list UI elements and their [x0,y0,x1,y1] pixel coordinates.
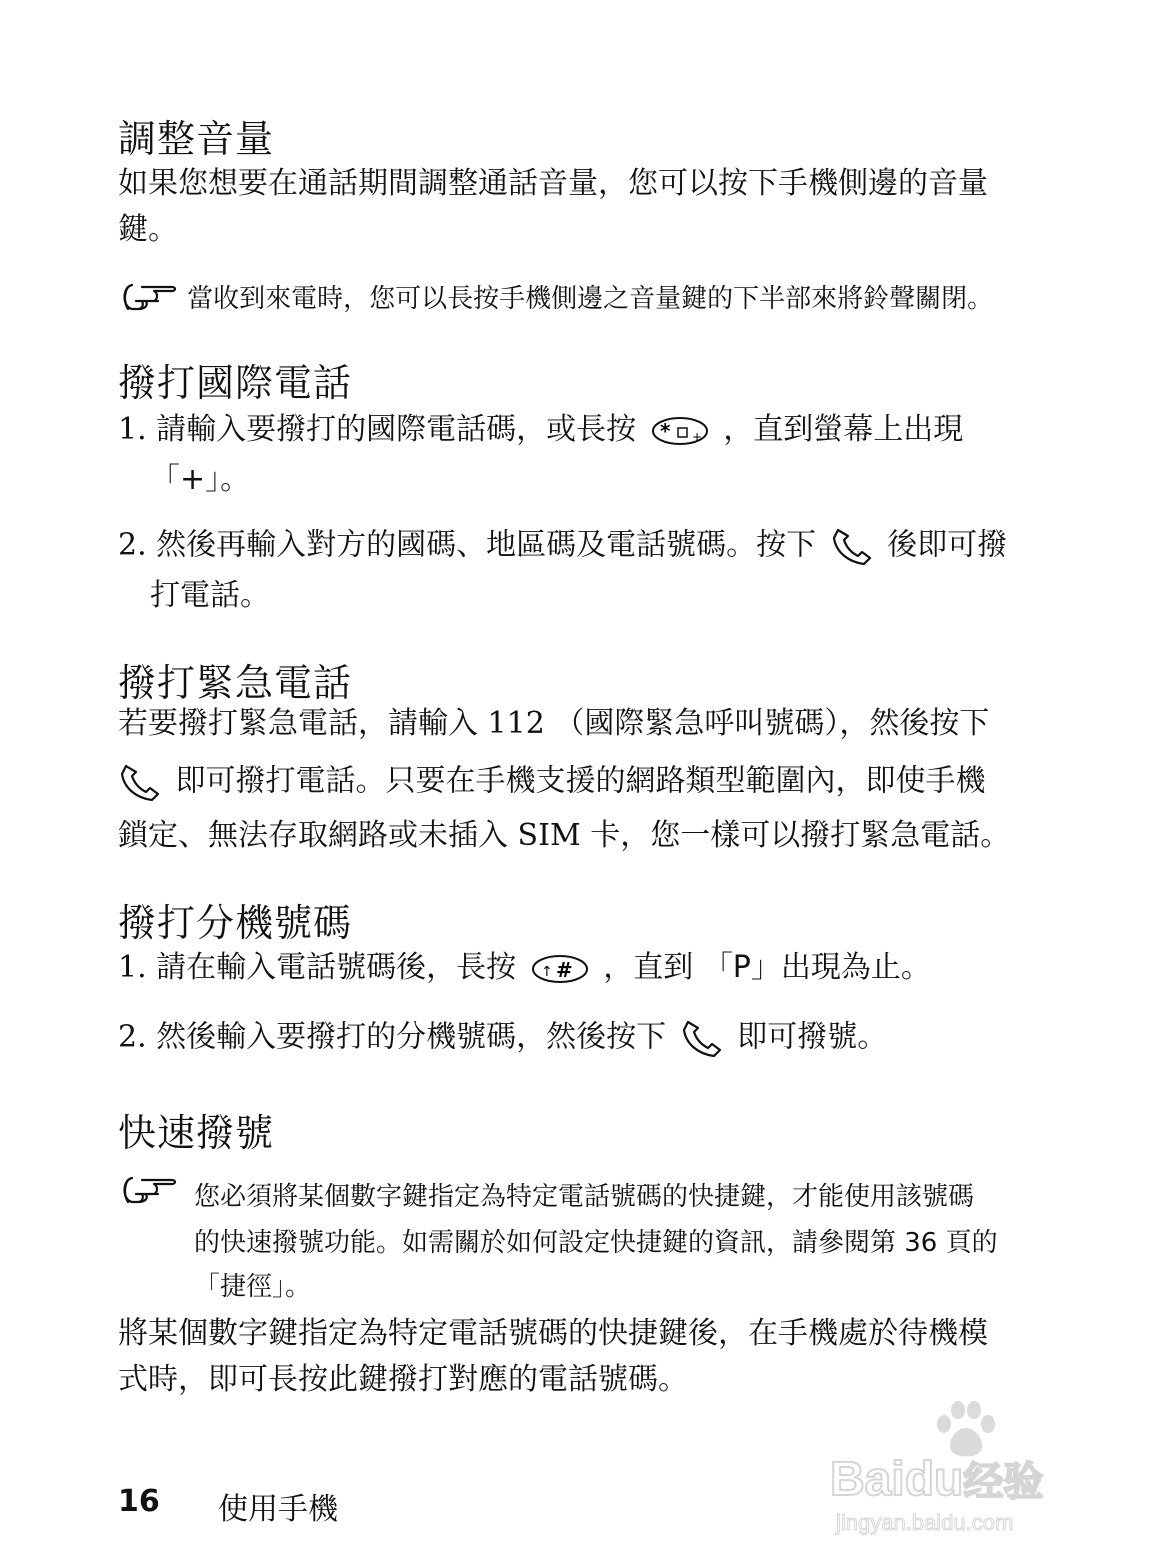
step-number: 1. [118,412,147,447]
text-span: 卡，您一樣可以撥打緊急電話。 [590,818,1011,853]
heading-emergency-call: 撥打緊急電話 [118,661,353,705]
paragraph-line [118,818,1010,854]
paragraph-line: 如果您想要在通話期間調整通話音量，您可以按下手機側邊的音量 [118,166,988,201]
svg-text:↑: ↑ [540,963,553,980]
step-text: ，直到 [603,950,694,985]
step-text: 後即可撥 [887,527,1008,563]
step-2 [118,526,1007,566]
paragraph-line: 式時，即可長按此鍵撥打對應的電話號碼。 [118,1362,688,1397]
note-block [118,278,993,315]
step-number: 2. [118,1019,147,1055]
step-number: 1. [118,950,147,985]
svg-text:#: # [555,957,573,982]
step-2 [118,1018,887,1058]
call-key-icon [680,1018,724,1058]
step-2-continued: 打電話。 [150,578,270,613]
watermark-brand: Baidu [830,1453,964,1506]
baidu-watermark [830,1400,1110,1550]
note-text: 的快速撥號功能。如需關於如何設定快捷鍵的資訊，請參閱第 36 頁的 [194,1228,998,1258]
sim-text: SIM [517,818,581,853]
pointing-hand-icon [118,281,182,313]
emergency-number: 112 [487,706,545,741]
heading-adjust-volume: 調整音量 [118,117,275,161]
star-key-icon [650,415,710,447]
text-span: 鎖定、無法存取網路或未插入 [118,818,508,853]
note-block [118,1174,182,1206]
paragraph-line [118,762,986,802]
step-number: 2. [118,527,147,563]
call-key-icon [830,526,874,566]
call-key-icon [118,762,162,802]
step-text: 請輸入要撥打的國際電話碼，或長按 [156,412,637,447]
text-span: （國際緊急呼叫號碼），然後按下 [554,706,990,741]
step-1 [118,412,963,448]
svg-text:*: * [659,418,671,443]
paragraph-line [118,706,989,742]
step-text: 「P」出現為止。 [702,950,931,985]
footer-section-label: 使用手機 [218,1492,338,1527]
note-text: 您必須將某個數字鍵指定為特定電話號碼的快捷鍵，才能使用該號碼 [194,1182,975,1212]
watermark-url: jingyan.baidu.com [836,1510,1014,1535]
step-text: 請在輸入電話號碼後，長按 [156,950,517,985]
heading-speed-dial: 快速撥號 [118,1111,275,1155]
heading-extension-call: 撥打分機號碼 [118,901,353,945]
paragraph-line: 鍵。 [118,212,178,247]
step-text: 即可撥號。 [737,1019,888,1055]
watermark-brand-cn: 经验 [963,1460,1044,1504]
note-text: 當收到來電時，您可以長按手機側邊之音量鍵的下半部來將鈴聲關閉。 [187,284,994,314]
step-1 [118,950,931,986]
text-span: 即可撥打電話。只要在手機支援的網路類型範圍內，即使手機 [175,763,986,799]
paragraph-line: 將某個數字鍵指定為特定電話號碼的快捷鍵後，在手機處於待機模 [118,1316,988,1351]
page-number: 16 [118,1484,160,1519]
step-1-continued: 「+」。 [150,462,251,497]
svg-text:+: + [691,429,702,444]
text-span: 若要撥打緊急電話，請輸入 [118,706,478,741]
step-text: 然後輸入要撥打的分機號碼，然後按下 [156,1019,667,1055]
step-text: 然後再輸入對方的國碼、地區碼及電話號碼。按下 [156,527,817,563]
note-text: 「捷徑」。 [194,1272,312,1302]
pointing-hand-icon [118,1174,182,1206]
heading-international-call: 撥打國際電話 [118,361,353,405]
hash-key-icon [530,953,590,985]
step-text: ，直到螢幕上出現 [723,412,964,447]
